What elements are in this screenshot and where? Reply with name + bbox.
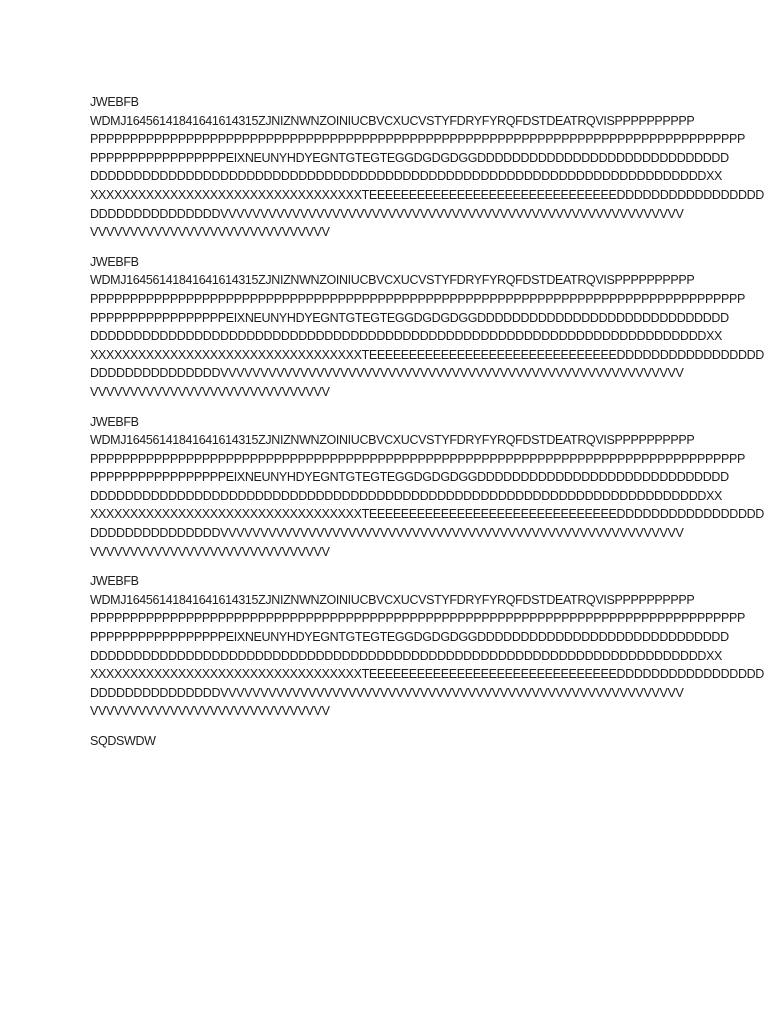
text-line: PPPPPPPPPPPPPPPPPPPPPPPPPPPPPPPPPPPPPPPPPPPPPPPPPPPPPPPPPPPPPPPPPPPPPPPPPPPPPPPPPP (90, 291, 745, 306)
text-line: SQDSWDW (90, 734, 156, 748)
text-line: XXXXXXXXXXXXXXXXXXXXXXXXXXXXXXXXXXTEEEEEEEEEEEEEEEEEEEEEEEEEEEEEEEDDDDDDDDDDDDDDDDD (90, 347, 764, 362)
text-line: WDMJ16456141841641614315ZJNIZNWNZOINIUCBVCXUCVSTYFDRYFYRQFDSTDEATRQVISPPPPPPPPPP (90, 273, 695, 288)
text-line: JWEBFB (90, 574, 139, 589)
document-body (90, 93, 764, 762)
paragraph-3 (90, 413, 764, 562)
text-line: DDDDDDDDDDDDDDDVVVVVVVVVVVVVVVVVVVVVVVVVVVVVVVVVVVVVVVVVVVVVVVVVVVVVVVVVV (90, 685, 684, 700)
text-line: PPPPPPPPPPPPPPPPPPPPPPPPPPPPPPPPPPPPPPPPPPPPPPPPPPPPPPPPPPPPPPPPPPPPPPPPPPPPPPPPPP (90, 611, 745, 626)
text-line: WDMJ16456141841641614315ZJNIZNWNZOINIUCBVCXUCVSTYFDRYFYRQFDSTDEATRQVISPPPPPPPPPP (90, 592, 695, 607)
text-line: JWEBFB (90, 254, 139, 269)
text-line: DDDDDDDDDDDDDDDDDDDDDDDDDDDDDDDDDDDDDDDDDDDDDDDDDDDDDDDDDDDDDDDDDDDDDDDXX (90, 329, 723, 344)
text-line: VVVVVVVVVVVVVVVVVVVVVVVVVVVVVV (90, 544, 330, 559)
text-line: DDDDDDDDDDDDDDDVVVVVVVVVVVVVVVVVVVVVVVVVVVVVVVVVVVVVVVVVVVVVVVVVVVVVVVVVV (90, 206, 684, 221)
text-line: XXXXXXXXXXXXXXXXXXXXXXXXXXXXXXXXXXTEEEEEEEEEEEEEEEEEEEEEEEEEEEEEEEDDDDDDDDDDDDDDDDD (90, 507, 764, 522)
text-line: DDDDDDDDDDDDDDDDDDDDDDDDDDDDDDDDDDDDDDDDDDDDDDDDDDDDDDDDDDDDDDDDDDDDDDDXX (90, 648, 723, 663)
text-line: XXXXXXXXXXXXXXXXXXXXXXXXXXXXXXXXXXTEEEEEEEEEEEEEEEEEEEEEEEEEEEEEEEDDDDDDDDDDDDDDDDD (90, 187, 764, 202)
paragraph-2 (90, 253, 764, 402)
text-line: JWEBFB (90, 414, 139, 429)
text-line: PPPPPPPPPPPPPPPPPEIXNEUNYHDYEGNTGTEGTEGGDGDGDGGDDDDDDDDDDDDDDDDDDDDDDDDDDDDD (90, 310, 729, 325)
text-line: XXXXXXXXXXXXXXXXXXXXXXXXXXXXXXXXXXTEEEEEEEEEEEEEEEEEEEEEEEEEEEEEEEDDDDDDDDDDDDDDDDD (90, 667, 764, 682)
text-line: VVVVVVVVVVVVVVVVVVVVVVVVVVVVVV (90, 225, 330, 240)
text-line: PPPPPPPPPPPPPPPPPEIXNEUNYHDYEGNTGTEGTEGGDGDGDGGDDDDDDDDDDDDDDDDDDDDDDDDDDDDD (90, 630, 729, 645)
text-line: VVVVVVVVVVVVVVVVVVVVVVVVVVVVVV (90, 704, 330, 719)
text-line: DDDDDDDDDDDDDDDVVVVVVVVVVVVVVVVVVVVVVVVVVVVVVVVVVVVVVVVVVVVVVVVVVVVVVVVVV (90, 526, 684, 541)
paragraph-5 (90, 732, 690, 751)
text-line: PPPPPPPPPPPPPPPPPPPPPPPPPPPPPPPPPPPPPPPPPPPPPPPPPPPPPPPPPPPPPPPPPPPPPPPPPPPPPPPPPP (90, 132, 745, 147)
text-line: PPPPPPPPPPPPPPPPPPPPPPPPPPPPPPPPPPPPPPPPPPPPPPPPPPPPPPPPPPPPPPPPPPPPPPPPPPPPPPPPPP (90, 451, 745, 466)
text-line: JWEBFB (90, 95, 139, 109)
text-line: WDMJ16456141841641614315ZJNIZNWNZOINIUCBVCXUCVSTYFDRYFYRQFDSTDEATRQVISPPPPPPPPPP (90, 113, 695, 128)
paragraph-4 (90, 572, 764, 721)
paragraph-1 (90, 93, 764, 242)
text-line: DDDDDDDDDDDDDDDDDDDDDDDDDDDDDDDDDDDDDDDDDDDDDDDDDDDDDDDDDDDDDDDDDDDDDDDXX (90, 169, 723, 184)
text-line: DDDDDDDDDDDDDDDDDDDDDDDDDDDDDDDDDDDDDDDDDDDDDDDDDDDDDDDDDDDDDDDDDDDDDDDXX (90, 488, 723, 503)
text-line: PPPPPPPPPPPPPPPPPEIXNEUNYHDYEGNTGTEGTEGGDGDGDGGDDDDDDDDDDDDDDDDDDDDDDDDDDDDD (90, 150, 729, 165)
text-line: WDMJ16456141841641614315ZJNIZNWNZOINIUCBVCXUCVSTYFDRYFYRQFDSTDEATRQVISPPPPPPPPPP (90, 433, 695, 448)
text-line: PPPPPPPPPPPPPPPPPEIXNEUNYHDYEGNTGTEGTEGGDGDGDGGDDDDDDDDDDDDDDDDDDDDDDDDDDDDD (90, 470, 729, 485)
text-line: VVVVVVVVVVVVVVVVVVVVVVVVVVVVVV (90, 384, 330, 399)
text-line: DDDDDDDDDDDDDDDVVVVVVVVVVVVVVVVVVVVVVVVVVVVVVVVVVVVVVVVVVVVVVVVVVVVVVVVVV (90, 366, 684, 381)
